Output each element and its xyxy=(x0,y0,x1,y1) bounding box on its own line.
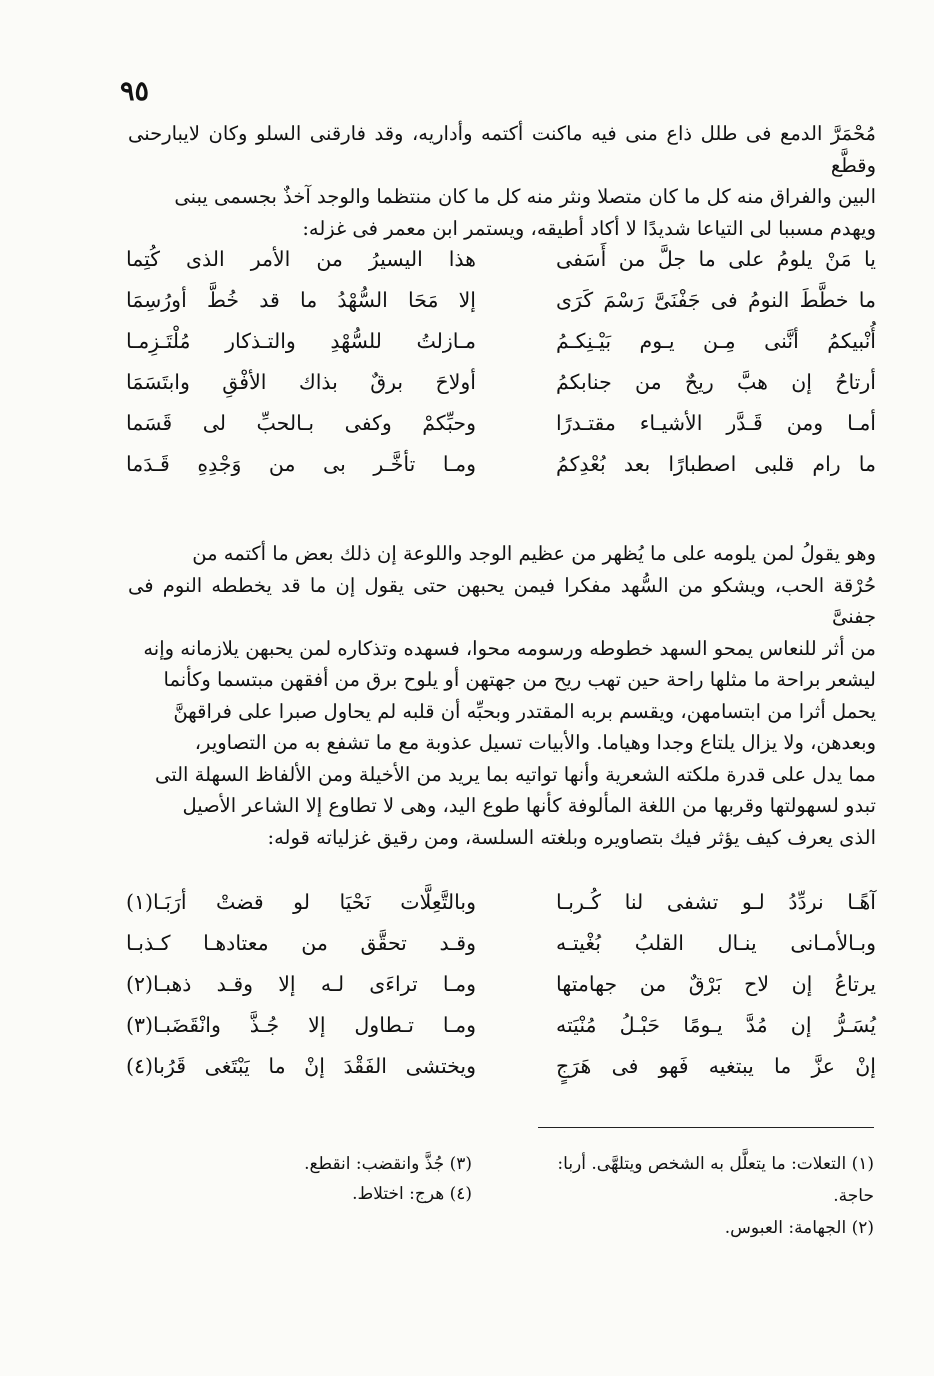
second-hemistich: وبالتَّعِلَّات نَحْيَا لو قضتْ أرَبَـا(١) xyxy=(126,890,476,914)
footnote-4: (٤) هرج: اختلاط. xyxy=(352,1184,472,1204)
first-hemistich: أرتاحُ إن هبَّ ريحٌ من جنابكمُ xyxy=(556,370,876,394)
first-hemistich: ما رام قلبى اصطبارًا بعد بُعْدِكمُ xyxy=(556,452,876,476)
second-hemistich: وقـد تحقَّق من معتادهـا كـذبـا xyxy=(126,931,476,955)
poem-verse xyxy=(128,370,876,411)
second-hemistich: هذا اليسيرُ من الأمر الذى كُتِما xyxy=(126,247,476,271)
page-number: ٩٥ xyxy=(120,76,150,107)
poem-verse xyxy=(128,452,876,493)
paragraph-line: حُرْقة الحب، ويشكو من السُّهد مفكرا فيمن يحبهن حتى يقول إن ما قد يخططه النوم فى جفنىَّ xyxy=(128,573,876,628)
footnote-divider xyxy=(538,1127,874,1128)
paragraph-line: الذى يعرف كيف يؤثر فيك بتصاويره وبلغته السلسة، ومن رقيق غزلياته قوله: xyxy=(267,825,876,849)
poem-verse xyxy=(128,931,876,972)
paragraph-line: تبدو لسهولتها وقربها من اللغة المألوفة كأنها طوع اليد، وهى لا تطاوع إلا الشاعر الأصيل xyxy=(182,794,876,817)
second-hemistich: ويختشى الفَقْدَ إنْ ما يَبْتَغى قَرُبا(٤) xyxy=(126,1054,476,1078)
poem-verse xyxy=(128,329,876,370)
poem-2 xyxy=(128,890,876,1095)
poem-verse xyxy=(128,890,876,931)
poem-verse xyxy=(128,972,876,1013)
second-hemistich: مـازلتُ للسُّهْدِ والتـذكار مُلْتَـزِمـا xyxy=(126,329,476,353)
paragraph-line: من أثر للنعاس يمحو السهد خطوطه ورسومه محوا، فسهده وتذكاره لمن يحبهن يلازمانه وإنه xyxy=(143,636,876,660)
footnote-2: (٢) الجهامة: العبوس. xyxy=(724,1218,874,1238)
paragraph-line: مما يدل على قدرة ملكته الشعرية وأنها تواتيه بما يريد من الأخيلة ومن الألفاظ السهلة التى xyxy=(154,762,876,786)
poem-verse xyxy=(128,411,876,452)
paragraph-line: مُحْمَرَّ الدمع فى طلل ذاع منى فيه ماكنت أكتمه وأداريه، وقد فارقنى السلو وكان لايبارحنى وقطَّع xyxy=(128,122,876,177)
footnote-3: (٣) جُذَّ وانقضب: انقطع. xyxy=(304,1154,472,1174)
first-hemistich: آهًـا نردِّدُ لـو تشفى لنا كُـربـا xyxy=(556,890,876,914)
first-hemistich: يُسَـرُّ إن مُدَّ يـومًا حَبْـلُ مُنْيَته xyxy=(556,1013,876,1037)
paragraph-line: وبعدهن، ولا يزال يلتاع وجدا وهياما. والأبيات تسيل عذوبة مع ما تشفع به من التصاوير، xyxy=(194,731,876,754)
paragraph-line: ويهدم مسببا لى التياعا شديدًا لا أكاد أطيقه، ويستمر ابن معمر فى غزله: xyxy=(302,216,876,240)
first-hemistich: يا مَنْ يلومُ على ما جلَّ من أَسَفى xyxy=(556,247,876,271)
poem-verse xyxy=(128,1054,876,1095)
second-hemistich: وحبِّكمْ وكفى بـالحبِّ لى قَسَما xyxy=(126,411,476,435)
paragraph-1 xyxy=(128,118,876,244)
paragraph-2 xyxy=(128,538,876,853)
second-hemistich: إلا مَحَا السُّهْدُ ما قد خُطَّ أورُسِمَا xyxy=(126,288,476,312)
footnote-1: (١) التعلات: ما يتعلَّل به الشخص ويتلهَّى. أربا: xyxy=(557,1154,874,1174)
paragraph-line: وهو يقولُ لمن يلومه على ما يُظهر من عظيم الوجد واللوعة إن ذلك بعض ما أكتمه من xyxy=(192,542,876,565)
first-hemistich: أُنْبيكمُ أنَّنى مِـن يـوم بَيْـنِكـمُ xyxy=(556,329,876,353)
first-hemistich: ما خطَّطَ النومُ فى جَفْنَىَّ رَسْمَ كَرَى xyxy=(556,288,876,312)
paragraph-line: ليشعر براحة ما مثلها راحة حين تهب ريح من جهتهن أو يلوح برق من أفقهن مبتسما وكأنما xyxy=(163,668,876,691)
paragraph-line: البين والفراق منه كل ما كان متصلا ونثر منه كل ما كان منتظما والوجد آخذٌ بجسمى يبنى xyxy=(174,185,876,208)
footnote-1-continuation: حاجة. xyxy=(833,1186,874,1206)
poem-verse xyxy=(128,288,876,329)
first-hemistich: يرتاعُ إن لاح بَرْقٌ من جهامتها xyxy=(556,972,876,996)
first-hemistich: أمـا ومن قَـدَّر الأشيـاء مقتـدرًا xyxy=(556,411,876,435)
first-hemistich: وبـالأمـانى ينـال القلبُ بُغْيتـه xyxy=(556,931,876,955)
second-hemistich: ومـا تراءَى لـه إلا وقـد ذهبـا(٢) xyxy=(126,972,476,996)
poem-1 xyxy=(128,247,876,493)
poem-verse xyxy=(128,247,876,288)
poem-verse xyxy=(128,1013,876,1054)
second-hemistich: ومـا تأخَّـر بى من وَجْدِهِ قَـدَما xyxy=(126,452,476,476)
second-hemistich: أولاحَ برقٌ بذاك الأفْقِ وابتَسَمَا xyxy=(126,370,476,394)
paragraph-line: يحمل أثرا من ابتسامهن، ويقسم بربه المقتدر وبحبِّه أن قلبه لم يحاول صبرا على فراقهنَّ xyxy=(173,699,876,723)
first-hemistich: إنْ عزَّ ما يبتغيه فَهو فى هَرَجٍ xyxy=(556,1054,876,1078)
second-hemistich: ومـا تـطاول إلا جُـذَّ وانْقَضَبـا(٣) xyxy=(126,1013,476,1037)
